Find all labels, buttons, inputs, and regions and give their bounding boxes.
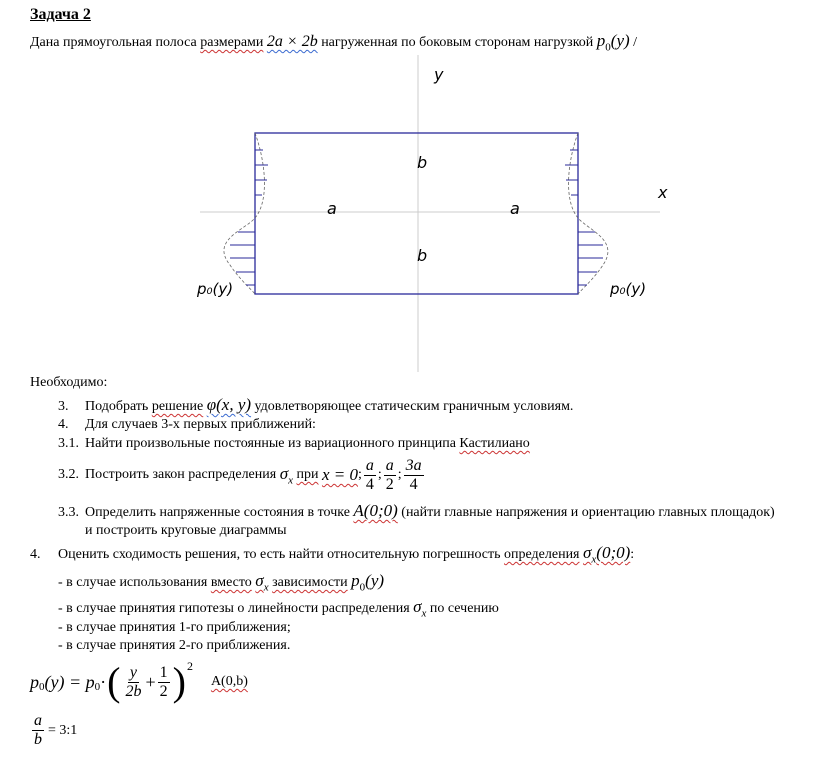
intro-text-a: Дана прямоугольная полоса	[30, 35, 201, 50]
item-3-text-b: решение	[151, 399, 204, 414]
item-3-1-num: 3.1.	[58, 436, 79, 451]
item-3-1-text-a: Найти произвольные постоянные из вариационного принципа	[85, 436, 460, 451]
item-3-phi: φ(x, y)	[206, 395, 252, 414]
item-3-2-text-a: Построить закон распределения	[85, 467, 277, 482]
label-load-left: p₀(y)	[197, 280, 234, 298]
item-4	[58, 417, 316, 433]
item-3-2-num: 3.2.	[58, 467, 79, 482]
dash-1-text-b: вместо	[210, 575, 252, 590]
item-3-text-a: Подобрать	[85, 399, 152, 414]
item-3-text-c: удовлетворяющее статическим граничным условиям.	[251, 399, 574, 414]
dash-item-1	[58, 571, 384, 593]
intro-load-sub: 0	[605, 41, 611, 54]
task-title: Задача 2	[30, 6, 91, 23]
item-3-2-sigma-sub: x	[288, 474, 293, 487]
ratio-fraction	[32, 712, 44, 749]
label-a-left: a	[327, 199, 337, 218]
ratio-bottom: b	[34, 731, 42, 748]
formula-point-a: A(0,b)	[210, 674, 248, 689]
item-4-convergence	[30, 543, 634, 565]
formula-frac-y-2b	[123, 664, 143, 701]
item-3-2-sigma-sym: σ	[279, 463, 289, 483]
dash-item-3: - в случае принятия 1-го приближения;	[58, 620, 291, 635]
item-4b-sigma-sym: σ	[583, 543, 592, 562]
right-load-arrows	[565, 150, 603, 285]
right-load-curve	[569, 133, 608, 294]
item-3-1-text-b: Кастилиано	[459, 436, 530, 451]
fraction-3a-4-bottom: 4	[409, 475, 418, 493]
dash-1-load-p: p	[351, 571, 360, 590]
intro-dims: 2a × 2b	[266, 33, 318, 50]
item-3-1	[58, 436, 530, 452]
item-4-num: 4.	[58, 417, 69, 432]
dash-1-text-c: зависимости	[272, 575, 348, 590]
item-3-num: 3.	[58, 399, 69, 414]
item-4-text: Для случаев 3-х первых приближений:	[85, 417, 316, 432]
item-3-2-sep-1: ;	[358, 467, 362, 482]
dash-item-4: - в случае принятия 2-го приближения.	[58, 638, 291, 653]
item-3-2-sep-2: ;	[377, 467, 382, 482]
formula-p0: p	[85, 671, 95, 692]
need-heading: Необходимо:	[30, 375, 108, 390]
formula-lhs-p: p	[30, 671, 39, 692]
fraction-a-2-bottom: 2	[385, 475, 394, 493]
formula-frac-1-top: 1	[159, 663, 168, 681]
fraction-3a-4-top: 3a	[405, 456, 422, 474]
label-axis-x: x	[658, 183, 668, 202]
dash-item-2	[58, 597, 499, 619]
intro-text-b: размерами	[200, 35, 264, 50]
formula-frac-y-bottom: 2b	[125, 682, 142, 700]
dash-2-text-a: - в случае принятия гипотезы о линейности распределения	[58, 601, 414, 616]
item-4b-end: :	[630, 547, 635, 562]
intro-load-arg: (y)	[610, 31, 630, 50]
item-3-2	[58, 454, 426, 496]
ratio-top: a	[34, 712, 42, 729]
label-a-right: a	[510, 199, 520, 218]
dash-1-sigma	[255, 571, 269, 594]
item-3-2-sigma	[280, 464, 293, 486]
formula-frac-1-2	[158, 664, 170, 701]
item-4b-sigma	[583, 543, 631, 566]
fraction-a-4-top: a	[365, 456, 374, 474]
item-3-3-num: 3.3.	[58, 505, 79, 520]
intro-text-c: нагруженная по боковым сторонам нагрузкой	[317, 35, 597, 50]
formula-power: 2	[186, 659, 193, 673]
item-3-2-sep-3: ;	[397, 467, 402, 482]
item-3-3-cont: и построить круговые диаграммы	[85, 523, 287, 538]
item-3-3-text-a: Определить напряженные состояния в точке	[85, 505, 354, 520]
fraction-3a-4	[404, 457, 424, 494]
formula-p0-sub: 0	[94, 681, 101, 693]
label-b-top: b	[417, 153, 428, 172]
strip-diagram	[0, 0, 837, 380]
item-4b-sigma-sub: x	[591, 553, 597, 566]
dash-2-sigma-sub: x	[421, 607, 427, 620]
label-load-right: p₀(y)	[610, 280, 647, 298]
dash-1-sigma-sym: σ	[255, 571, 264, 590]
formula-paren-open: (	[107, 659, 121, 704]
item-4b-point: (0;0)	[596, 543, 631, 562]
load-formula	[30, 657, 248, 707]
dash-1-sigma-sub: x	[263, 581, 269, 594]
ratio-value: = 3:1	[48, 722, 78, 738]
fraction-a-2	[384, 457, 396, 494]
item-3-3	[58, 501, 775, 521]
formula-frac-1-bottom: 2	[159, 682, 168, 700]
left-load-arrows	[230, 150, 268, 285]
intro-load-p: p	[596, 31, 606, 50]
left-load-curve	[224, 133, 265, 294]
item-3	[58, 395, 573, 415]
fraction-a-4-bottom: 4	[365, 475, 374, 493]
item-3-2-text-b: при	[296, 467, 319, 482]
dash-2-sigma-sym: σ	[413, 597, 422, 616]
dash-2-sigma	[413, 597, 427, 620]
formula-lhs-sub: 0	[39, 681, 45, 693]
ratio	[30, 712, 77, 749]
formula-plus: +	[145, 671, 156, 692]
item-4b-text-b: определения	[504, 547, 580, 562]
dash-1-text-a: - в случае использования	[58, 575, 211, 590]
intro-tail: /	[629, 35, 638, 50]
formula-lhs-arg: (y) =	[44, 671, 82, 692]
dash-1-load-sub: 0	[359, 581, 366, 594]
formula-paren-close: )	[172, 659, 186, 704]
dash-1-load	[351, 571, 385, 594]
item-4b-num: 4.	[30, 547, 41, 562]
item-4b-text-a: Оценить сходимость решения, то есть найти относительную погрешность	[58, 547, 505, 562]
fraction-a-4	[364, 457, 376, 494]
fraction-a-2-top: a	[385, 456, 394, 474]
formula-dot: ·	[100, 671, 107, 692]
label-axis-y: y	[434, 65, 444, 84]
dash-2-text-b: по сечению	[426, 601, 499, 616]
formula-frac-y-top: y	[129, 663, 137, 681]
label-b-bottom: b	[417, 246, 428, 265]
dash-1-load-arg: (y)	[365, 571, 385, 590]
item-3-2-x: x = 0	[321, 465, 358, 484]
item-3-3-text-b: (найти главные напряжения и ориентацию главных площадок)	[397, 505, 775, 520]
item-3-3-point: A(0;0)	[353, 501, 398, 520]
